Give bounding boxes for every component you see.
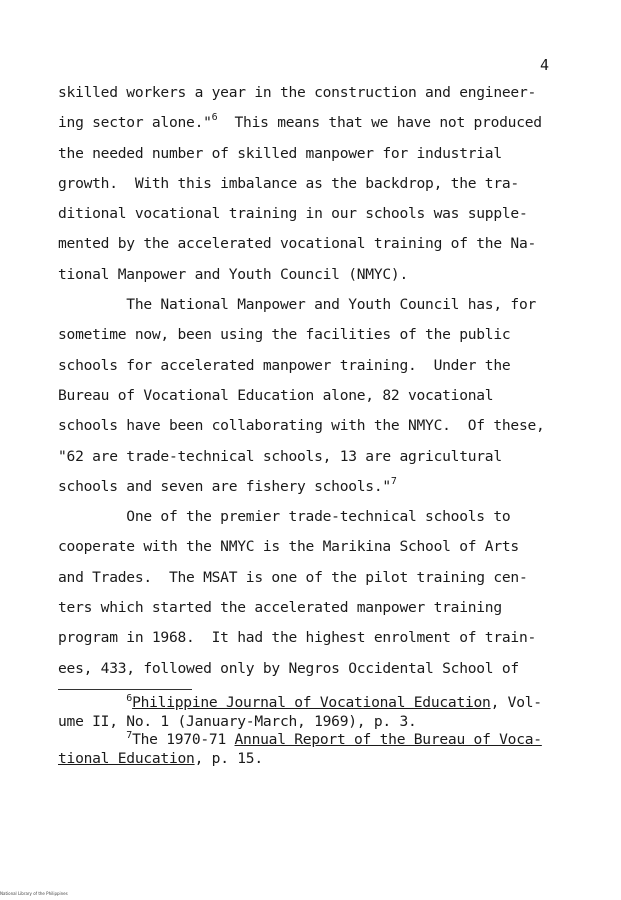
- footnotes: [58, 694, 558, 768]
- footnote-reference: 6: [211, 112, 218, 124]
- body-line: skilled workers a year in the construction and engineer-: [58, 84, 537, 101]
- body-line: "62 are trade-technical schools, 13 are agricultural: [58, 447, 502, 465]
- body-line: sometime now, been using the facilities of the public: [58, 326, 511, 344]
- body-line: One of the premier trade-technical schools to: [58, 508, 511, 526]
- body-line: ees, 433, followed only by Negros Occidental School of: [58, 659, 519, 677]
- footnote-6-title: Philippine Journal of Vocational Education: [132, 694, 491, 711]
- body-line: schools for accelerated manpower training. Under the: [58, 356, 511, 374]
- footnote-7-line-2: tional Education, p. 15.: [58, 749, 263, 767]
- footnote-6-mark: 6: [126, 693, 133, 704]
- body-line: ters which started the accelerated manpower training: [58, 599, 502, 617]
- body-line: the needed number of skilled manpower for industrial: [58, 144, 502, 162]
- body-line: schools and seven are fishery schools."$^7$: [58, 475, 397, 495]
- footnote-7-title-cont: tional Education: [58, 749, 195, 767]
- footnote-6-line-1: $^6$Philippine Journal of Vocational Education, Vol-: [126, 693, 542, 711]
- body-line: mented by the accelerated vocational training of the Na-: [58, 235, 537, 253]
- body-line: and Trades. The MSAT is one of the pilot training cen-: [58, 568, 528, 586]
- body-line: Bureau of Vocational Education alone, 82 vocational: [58, 386, 494, 404]
- body-line: growth. With this imbalance as the backdrop, the tra-: [58, 174, 519, 192]
- body-line: schools have been collaborating with the NMYC. Of these,: [58, 417, 545, 435]
- footnote-7-mark: 7: [126, 730, 133, 741]
- body-line: tional Manpower and Youth Council (NMYC).: [58, 265, 408, 283]
- body-line: cooperate with the NMYC is the Marikina School of Arts: [58, 538, 519, 556]
- body-line: program in 1968. It had the highest enrolment of train-: [58, 629, 537, 647]
- page-number: 4: [540, 56, 550, 74]
- body-line: ditional vocational training in our schools was supple-: [58, 205, 528, 223]
- body-line: The National Manpower and Youth Council has, for: [58, 296, 537, 314]
- body-text: [58, 78, 558, 684]
- footnote-7-line-1: $^7$The 1970-71 Annual Report of the Bureau of Voca-: [126, 730, 542, 748]
- library-stamp: National Library of the Philippines: [0, 891, 68, 896]
- footnote-6-line-2: ume II, No. 1 (January-March, 1969), p. 3.: [58, 712, 417, 730]
- footnote-separator: [58, 689, 192, 690]
- body-line: ing sector alone."$^6$ This means that we have not produced: [58, 112, 542, 132]
- footnote-reference: 7: [390, 475, 397, 487]
- footnote-7-title: Annual Report of the Bureau of Voca-: [234, 731, 542, 748]
